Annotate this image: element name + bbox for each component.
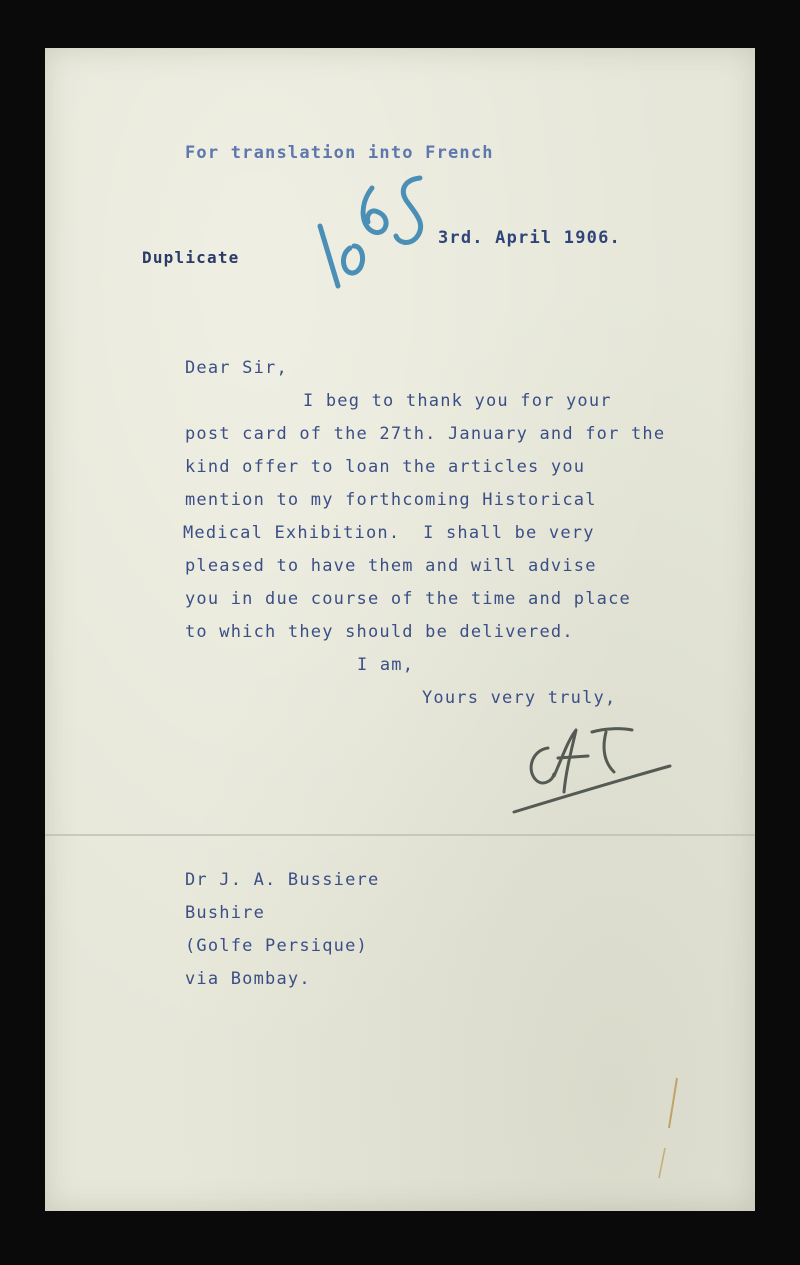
body-line-6: pleased to have them and will advise [185,556,597,576]
closing-i-am: I am, [357,655,415,675]
signature-initials [510,718,680,818]
body-line-4: mention to my forthcoming Historical [185,490,597,510]
salutation: Dear Sir, [185,358,288,378]
paper-fold-line [45,834,755,836]
recipient-route: via Bombay. [185,969,311,989]
body-line-8: to which they should be delivered. [185,622,574,642]
paper-stain-marks [645,1068,685,1188]
letter-date: 3rd. April 1906. [438,228,621,248]
recipient-name: Dr J. A. Bussiere [185,870,380,890]
letter-paper [45,48,755,1211]
body-line-2: post card of the 27th. January and for the [185,424,666,444]
body-line-5: Medical Exhibition. I shall be very [183,523,595,543]
body-line-7: you in due course of the time and place [185,589,631,609]
translation-note: For translation into French [185,143,494,163]
body-line-3: kind offer to loan the articles you [185,457,586,477]
recipient-city: Bushire [185,903,266,923]
closing-yours: Yours very truly, [422,688,617,708]
handwritten-number-1065 [308,166,438,306]
body-line-1: I beg to thank you for your [303,391,612,411]
recipient-region: (Golfe Persique) [185,936,368,956]
duplicate-label: Duplicate [142,248,240,267]
